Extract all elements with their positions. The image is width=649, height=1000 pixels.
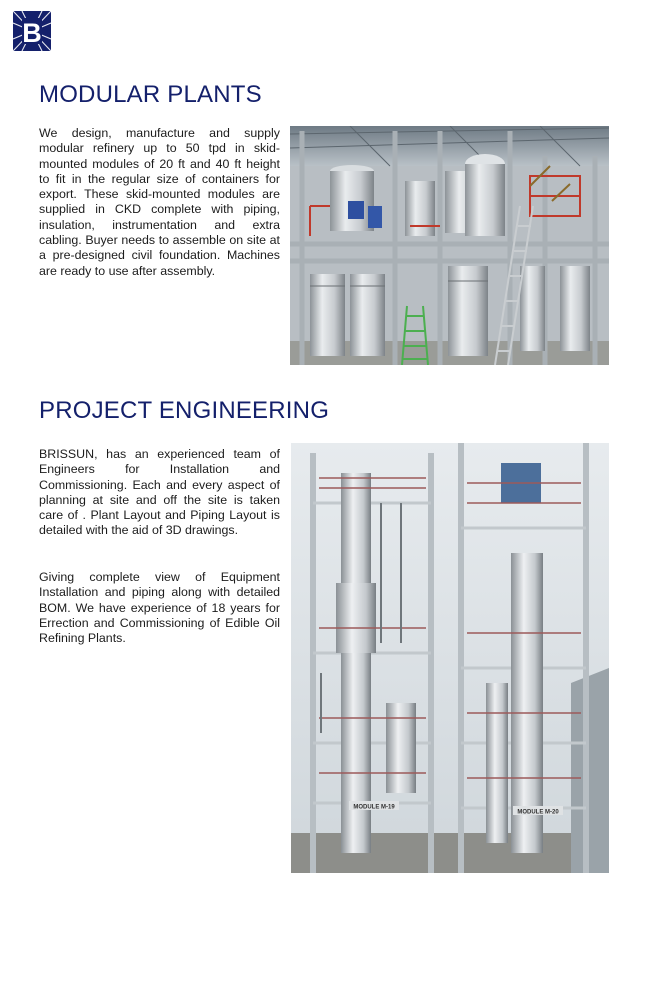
modular-plants-description: We design, manufacture and supply modular refinery up to 50 tpd in skid-mounted modules of 20 ft and 40 ft height to fit in the regular size of containers for export. These skid-mounted modules are supplied in CKD complete with piping, insulation, instrumentation and extra cabling. Buyer needs to assemble on site at a pre-designed civil foundation. Machines are ready to use after assembly. [39, 126, 280, 278]
section-title-project-engineering: PROJECT ENGINEERING [39, 397, 330, 424]
module-label-m19: MODULE M-19 [353, 804, 395, 811]
refinery-towers-photo [291, 443, 609, 873]
module-label-m20: MODULE M-20 [517, 809, 559, 816]
project-engineering-description-1: BRISSUN, has an experienced team of Engineers for Installation and Commissioning. Each and every aspect of planning at site and off the site is taken care of . Plant Layout and Piping Layout is detailed with the aid of 3D drawings. [39, 447, 280, 538]
modular-plant-photo [290, 126, 609, 365]
project-engineering-description-2: Giving complete view of Equipment Installation and piping along with detailed BOM. We have experience of 18 years for Errection and Commissioning of Edible Oil Refining Plants. [39, 570, 280, 646]
section-title-modular-plants: MODULAR PLANTS [39, 81, 262, 108]
logo-letter: B [22, 18, 42, 48]
brissun-logo [13, 11, 51, 51]
